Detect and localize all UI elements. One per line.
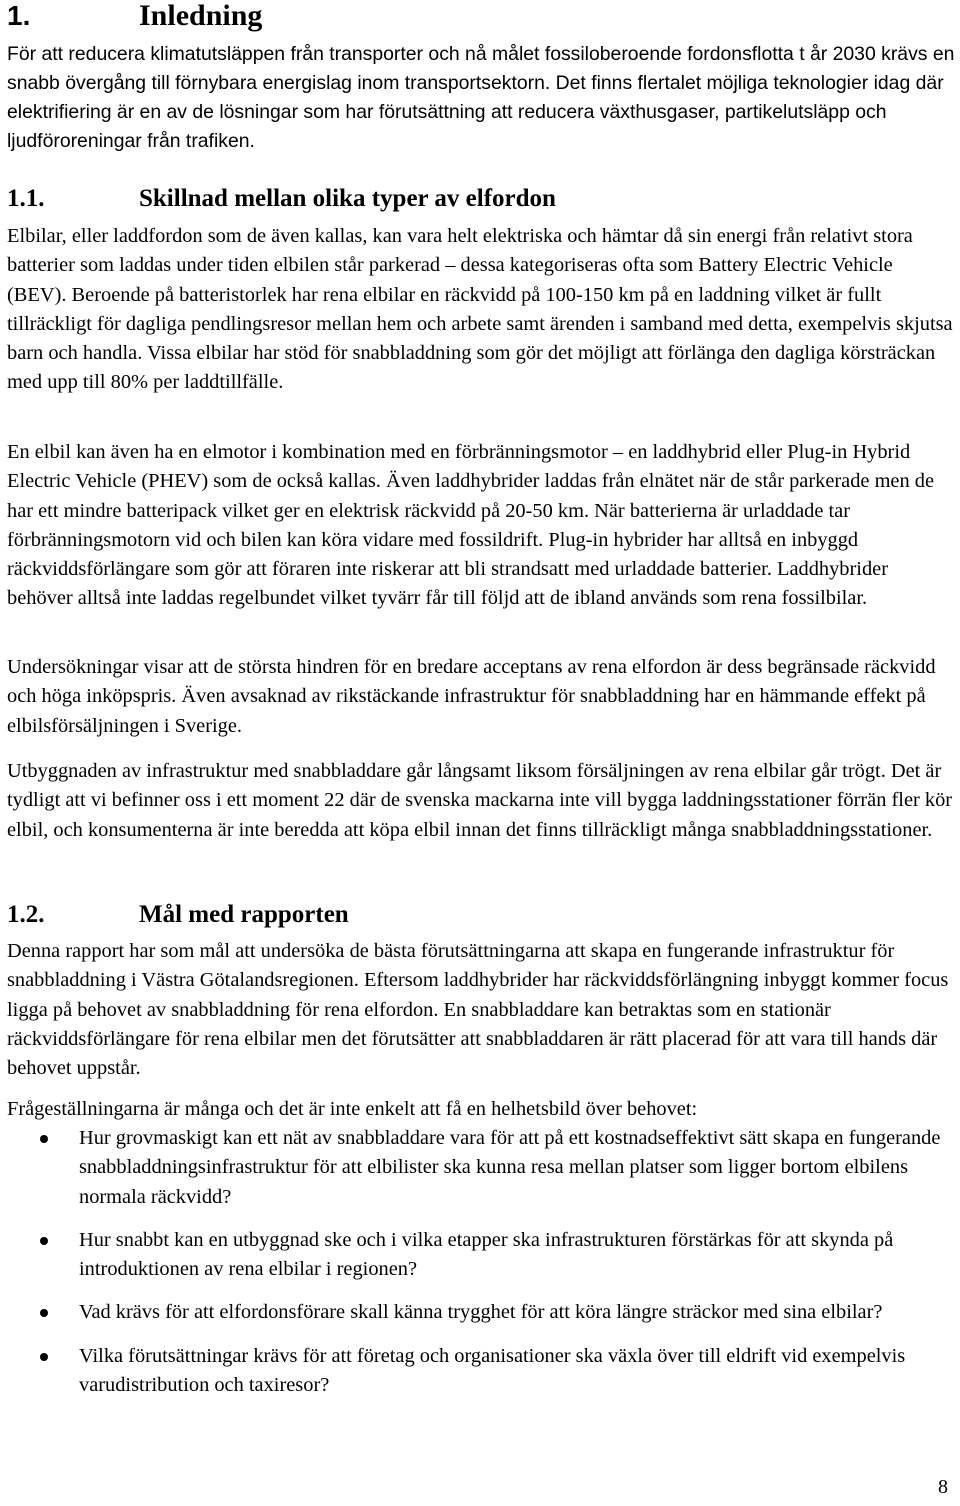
question-list [7,1124,955,1414]
paragraph-mal: Denna rapport har som mål att undersöka de bästa förutsättningarna att skapa en fungerande infrastruktur för snabbladdning i Västra Götalandsregionen. Eftersom laddhybrider har räckviddsförlängning inbyggt kommer focus ligga på behovet av snabbladdning för rena elfordon. En snabbladdare kan betraktas som en stationär räckviddsförlängare för rena elbilar men det förutsätter att snabbladdaren är rätt placerad för att vara till hands där behovet uppstår. [7,940,949,1080]
page-number: 8 [938,1476,948,1498]
paragraph-undersokningar: Undersökningar visar att de största hindren för en bredare acceptans av rena elfordon är dess begränsade räckvidd och höga inköpspris. Även avsaknad av rikstäckande infrastruktur för snabbladdning har en hämmande effekt på elbilsförsäljningen i Sverige. [7,656,936,737]
section-number: 1.1. [7,185,45,212]
list-item-text: Hur grovmaskigt kan ett nät av snabbladdare vara för att på ett kostnadseffektivt sätt skapa en fungerande snabbladdningsinfrastruktur för att elbilister ska kunna resa mellan platser som ligger bortom elbilens normala räckvidd? [79,1127,941,1208]
list-item [7,1298,955,1327]
bullet-icon [40,1353,48,1361]
list-item [7,1226,955,1285]
bullet-icon [40,1135,48,1143]
list-item [7,1342,955,1401]
section-title: Inledning [139,0,263,32]
intro-paragraph: För att reducera klimatutsläppen från transporter och nå målet fossiloberoende fordonsflotta t år 2030 krävs en snabb övergång till förnybara energislag inom transportsektorn. Det finns flertalet möjliga teknologier idag där elektrifiering är en av de lösningar som har förutsättning att reducera växthusgaser, partikelutsläpp och ljudföroreningar från trafiken. [7,43,955,152]
list-item-text: Vilka förutsättningar krävs för att företag och organisationer ska växla över till eldrift vid exempelvis varudistribution och taxiresor? [79,1344,906,1397]
paragraph-laddhybrid: En elbil kan även ha en elmotor i kombination med en förbränningsmotor – en laddhybrid eller Plug-in Hybrid Electric Vehicle (PHEV) som de också kallas. Även laddhybrider laddas från elnätet när de står parkerade men de har ett mindre batteripack vilket ger en elektrisk räckvidd på 20-50 km. När batterierna är urladdade tar förbränningsmotorn vid och bilen kan köra vidare med fossildrift. Plug-in hybrider har alltså en inbyggd räckviddsförlängare som gör att föraren inte riskerar att bli strandsatt med urladdade batterier. Laddhybrider behöver alltså inte laddas regelbundet vilket tyvärr får till följd att de ibland används som rena fossilbilar. [7,441,935,610]
section-number: 1. [7,0,31,31]
list-item-text: Hur snabbt kan en utbyggnad ske och i vilka etapper ska infrastrukturen förstärkas för att skynda på introduktionen av rena elbilar i regionen? [79,1228,894,1281]
paragraph-fragestallningar: Frågeställningarna är många och det är inte enkelt att få en helhetsbild över behovet: [7,1098,698,1120]
list-item-text: Vad krävs för att elfordonsförare skall känna trygghet för att köra längre sträckor med sina elbilar? [79,1301,883,1324]
section-title: Skillnad mellan olika typer av elfordon [139,185,556,212]
paragraph-elbilar: Elbilar, eller laddfordon som de även kallas, kan vara helt elektriska och hämtar då sin energi från relativt stora batterier som laddas under tiden elbilen står parkerad – dessa kategoriseras ofta som Battery Electric Vehicle (BEV). Beroende på batteristorlek har rena elbilar en räckvidd på 100-150 km på en laddning vilket är fullt tillräckligt för dagliga pendlingsresor mellan hem och arbete samt ärenden i samband med detta, exempelvis skjutsa barn och handla. Vissa elbilar har stöd för snabbladdning som gör det möjligt att förlänga den dagliga körsträckan med upp till 80% per laddtillfälle. [7,225,953,394]
bullet-icon [40,1237,48,1245]
paragraph-utbyggnaden: Utbyggnaden av infrastruktur med snabbladdare går långsamt liksom försäljningen av rena elbilar går trögt. Det är tydligt att vi befinner oss i ett moment 22 där de svenska mackarna inte vill bygga laddningsstationer förrän fler kör elbil, och konsumenterna är inte beredda att köpa elbil innan det finns tillräckligt många snabbladdningsstationer. [7,760,953,841]
section-number: 1.2. [7,901,45,928]
bullet-icon [40,1309,48,1317]
list-item [7,1124,955,1212]
section-title: Mål med rapporten [139,901,349,928]
